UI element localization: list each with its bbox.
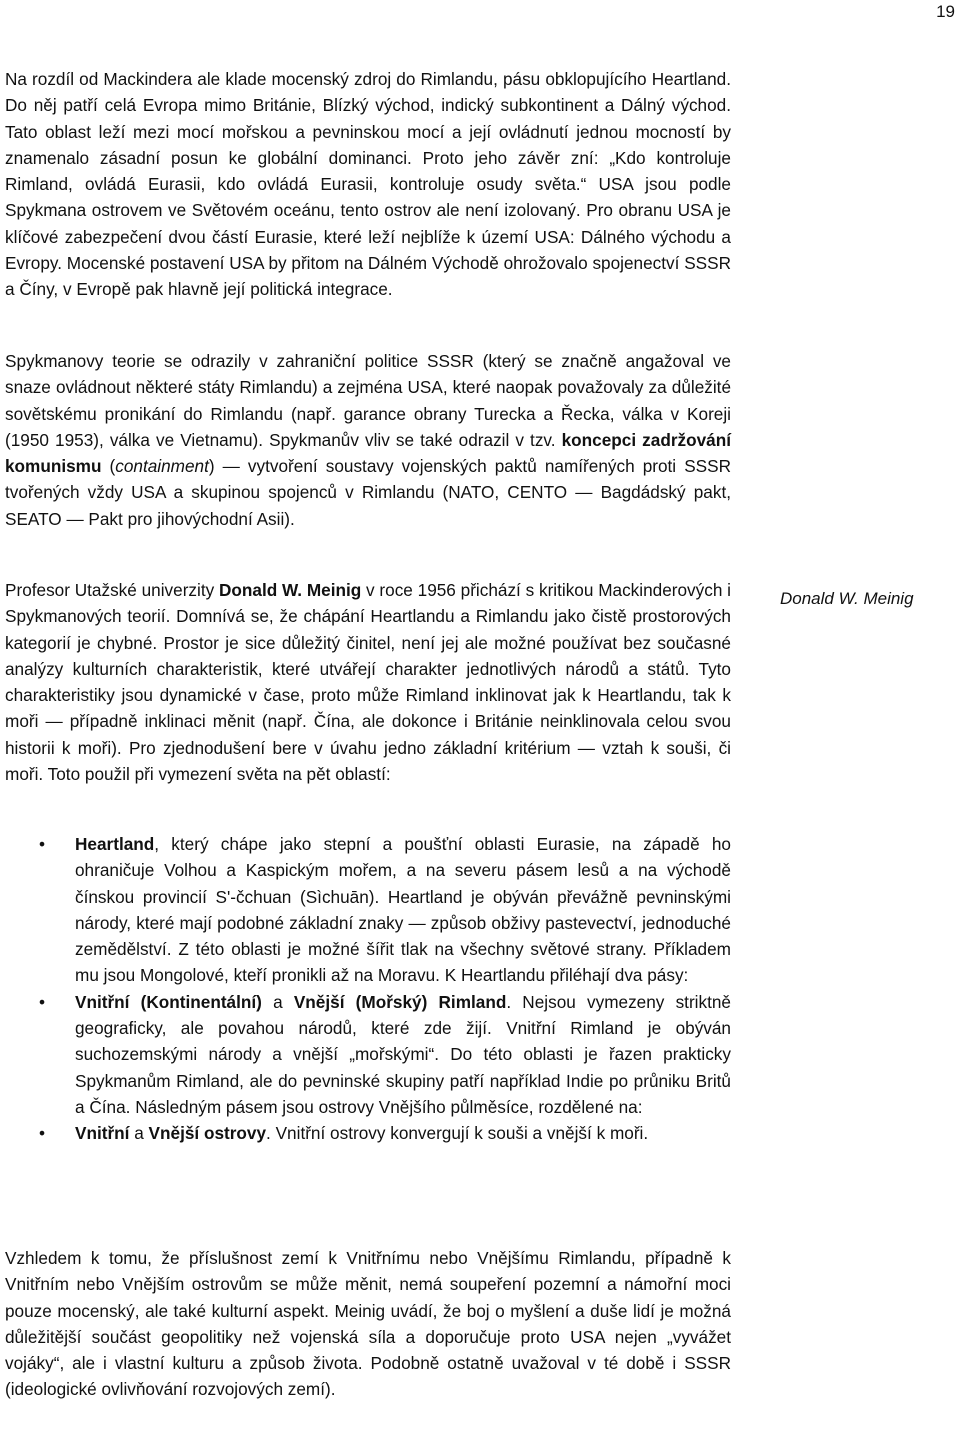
paragraph-meinig xyxy=(5,577,731,787)
list-item-text: , který chápe jako stepní a poušťní oblasti Eurasie, na západě ho ohraničuje Volhou a Kaspickým mořem, a na severu pásem lesů a na východě čínskou provincií S'-čchuan (Sìchuān). Heartland je obýván převážně pevninskými národy, které mají podobné základní znaky — způsob obživy pastevectví, jednoduché zemědělství. Z této oblasti je možné šířit tlak na všechny světové strany. Příkladem mu jsou Mongolové, kteří pronikli až na Moravu. K Heartlandu přiléhají dva pásy: xyxy=(75,834,731,986)
bold-term: Donald W. Meinig xyxy=(218,580,362,600)
bullet-icon: • xyxy=(39,991,46,1012)
paragraph-text: Profesor Utažské univerzity xyxy=(5,580,219,600)
bullet-icon: • xyxy=(39,834,46,854)
bold-term: Vnitřní xyxy=(75,1123,130,1144)
list-item-text: a xyxy=(261,991,294,1012)
bold-term: Vnitřní (Kontinentální) xyxy=(75,991,262,1012)
paragraph-text: ( xyxy=(101,456,116,477)
bold-term: Heartland xyxy=(75,834,155,854)
list-item xyxy=(5,989,731,1120)
bold-term: Vnější ostrovy xyxy=(148,1123,267,1144)
bold-term: koncepci zadržování komunismu xyxy=(5,429,731,477)
bold-term: Vnější (Mořský) Rimland xyxy=(293,991,507,1012)
margin-note: Donald W. Meinig xyxy=(780,589,914,608)
list-item xyxy=(5,1120,731,1146)
page-number: 19 xyxy=(936,2,955,21)
list-item-text: . Vnitřní ostrovy konvergují k souši a vnější k moři. xyxy=(266,1123,649,1144)
paragraph-text: ) — vytvoření soustavy vojenských paktů namířených proti SSSR tvořených vždy USA a skupinou spojenců v Rimlandu (NATO, CENTO — Bagdádský pakt, SEATO — Pakt pro jihovýchodní Asii). xyxy=(5,456,732,529)
paragraph-text: v roce 1956 přichází s kritikou Mackinderových i Spykmanových teorií. Domnívá se, že chápání Heartlandu a Rimlandu jako čistě prostorových kategorií je chybné. Prostor je sice důležitý činitel, není jej ale možné používat bez současné analýzy kulturních charakteristik, které utvářejí charakter jednotlivých národů a států. Tyto charakteristiky jsou dynamické v čase, proto může Rimland inklinovat jak k Heartlandu, tak k moři — případně inklinaci měnit (např. Čína, ale dokonce i Británie neinklinovala celou svou historii k moři). Pro zjednodušení bere v úvahu jedno základní kritérium — vztah k souši, či moři. Toto použil při vymezení světa na pět oblastí: xyxy=(5,580,731,785)
list-item xyxy=(5,831,731,989)
bullet-icon: • xyxy=(39,1123,46,1144)
list-item-text: a xyxy=(129,1123,149,1144)
paragraph-text: Spykmanovy teorie se odrazily v zahraniční politice SSSR (který se značně angažoval ve snaze ovládnout některé státy Rimlandu) a zejména USA, které naopak považovaly za důležité sovětskému pronikání do Rimlandu (např. garance obrany Turecka a Řecka, válka v Koreji (1950 1953), válka ve Vietnamu). Spykmanův vliv se také odrazil v tzv. xyxy=(5,351,731,450)
paragraph-cultural-aspect xyxy=(5,1245,731,1403)
list-item-text: . Nejsou vymezeny striktně geograficky, ale povahou národů, které zde žijí. Vnitřní Rimland je obýván suchozemskými národy a vnější „mořskými“. Do této oblasti je řazen prakticky Spykmanům Rimland, ale do pevninské skupiny patří například Indie po průniku Britů a Čína. Následným pásem jsou ostrovy Vnějšího půlměsíce, rozdělené na: xyxy=(75,991,731,1117)
italic-term: containment xyxy=(115,456,209,477)
paragraph-text: Vzhledem k tomu, že příslušnost zemí k Vnitřnímu nebo Vnějšímu Rimlandu, případně k Vnitřním nebo Vnějším ostrovům se může měnit, nemá soupeření pozemní a námořní moci pouze mocenský, ale také kulturní aspekt. Meinig uvádí, že boj o myšlení a duše lidí je možná důležitější součást geopolitiky než vojenská síla a doporučuje proto USA nejen „vyvážet vojáky“, ale i vlastní kulturu a způsob života. Podobně ostatně uvažoval v té době i SSSR (ideologické ovlivňování rozvojových zemí). xyxy=(5,1248,731,1400)
bullet-list xyxy=(5,831,731,1147)
paragraph-spykman-influence xyxy=(5,348,731,532)
paragraph-rimland xyxy=(5,66,731,303)
paragraph-text: Na rozdíl od Mackindera ale klade mocenský zdroj do Rimlandu, pásu obklopujícího Heartland. Do něj patří celá Evropa mimo Británie, Blízký východ, indický subkontinent a Dálný východ. Tato oblast leží mezi mocí mořskou a pevninskou mocí a její ovládnutí jednou mocností by znamenalo zásadní posun ke globální dominanci. Proto jeho závěr zní: „Kdo kontroluje Rimland, ovládá Eurasii, kdo ovládá Eurasii, kontroluje osudy světa.“ USA jsou podle Spykmana ostrovem ve Světovém oceánu, tento ostrov ale není izolovaný. Pro obranu USA je klíčové zabezpečení dvou částí Eurasie, které leží nejblíže k území USA: Dálného východu a Evropy. Mocenské postavení USA by přitom na Dálném Východě ohrožovalo spojenectví SSSR a Číny, v Evropě pak hlavně její politická integrace. xyxy=(5,69,731,300)
